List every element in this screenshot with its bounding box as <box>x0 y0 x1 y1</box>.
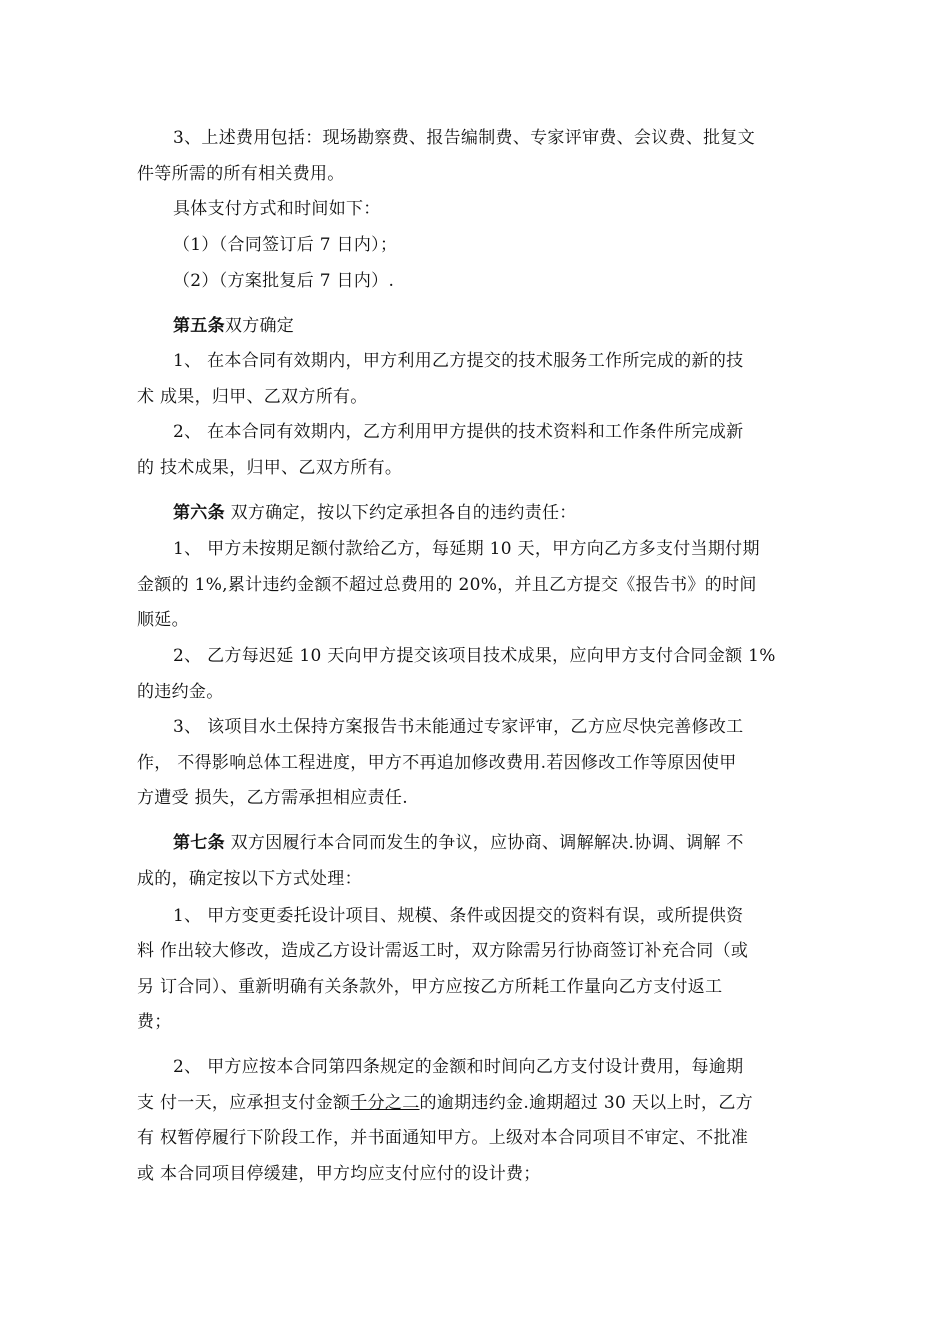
article-title: 双方确定，按以下约定承担各自的违约责任： <box>224 503 577 523</box>
article-number: 第七条 <box>173 833 225 853</box>
text-line: 料 作出较大修改，造成乙方设计需返工时，双方除需另行协商签订补充合同（或 <box>137 941 749 961</box>
text-line: 1、 在本合同有效期内，甲方利用乙方提交的技术服务工作所完成的新的技 <box>173 351 744 371</box>
text-line: 成的，确定按以下方式处理： <box>137 869 362 889</box>
text-span: 的逾期违约金.逾期超过 30 天以上时，乙方 <box>419 1093 753 1113</box>
text-line: 或 本合同项目停缓建，甲方均应支付应付的设计费； <box>137 1164 541 1184</box>
text-line: 金额的 1%,累计违约金额不超过总费用的 20%，并且乙方提交《报告书》的时间 <box>137 575 757 595</box>
article-title: 双方确定 <box>224 316 295 336</box>
text-line: 2、 甲方应按本合同第四条规定的金额和时间向乙方支付设计费用，每逾期 <box>173 1057 744 1077</box>
article-title: 双方因履行本合同而发生的争议，应协商、调解解决.协调、调解 不 <box>224 833 744 853</box>
text-line: 另 订合同）、重新明确有关条款外，甲方应按乙方所耗工作量向乙方支付返工 <box>137 977 723 997</box>
underlined-amount: 千分之二 <box>350 1093 420 1113</box>
text-line: 的 技术成果，归甲、乙双方所有。 <box>137 458 403 478</box>
text-line: 作， 不得影响总体工程进度，甲方不再追加修改费用.若因修改工作等原因使甲 <box>137 753 737 773</box>
text-line: 2、 在本合同有效期内，乙方利用甲方提供的技术资料和工作条件所完成新 <box>173 422 744 442</box>
text-line: 2、 乙方每迟延 10 天向甲方提交该项目技术成果，应向甲方支付合同金额 1% <box>173 646 776 666</box>
article-7-heading <box>173 832 822 854</box>
article-number: 第六条 <box>173 503 225 523</box>
article-number: 第五条 <box>173 316 225 336</box>
text-line: 件等所需的所有相关费用。 <box>137 164 345 184</box>
text-line: 3、上述费用包括：现场勘察费、报告编制费、专家评审费、会议费、批复文 <box>173 128 756 148</box>
text-line: 费； <box>137 1012 172 1032</box>
text-line: 3、 该项目水土保持方案报告书未能通过专家评审，乙方应尽快完善修改工 <box>173 717 744 737</box>
text-line: 顺延。 <box>137 610 189 630</box>
text-line <box>137 1092 822 1114</box>
article-5-heading <box>173 315 822 337</box>
text-line: 术 成果，归甲、乙双方所有。 <box>137 387 368 407</box>
text-line: （1）（合同签订后 7 日内）； <box>173 235 398 255</box>
article-6-heading <box>173 502 822 524</box>
text-line: （2）（方案批复后 7 日内）. <box>173 271 395 291</box>
text-line: 具体支付方式和时间如下： <box>173 199 381 219</box>
text-span: 支 付一天，应承担支付金额 <box>137 1093 351 1113</box>
text-line: 的违约金。 <box>137 682 224 702</box>
text-line: 1、 甲方未按期足额付款给乙方，每延期 10 天，甲方向乙方多支付当期付期 <box>173 539 760 559</box>
text-line: 有 权暂停履行下阶段工作，并书面通知甲方。上级对本合同项目不审定、不批准 <box>137 1128 749 1148</box>
text-line: 方遭受 损失，乙方需承担相应责任. <box>137 788 408 808</box>
text-line: 1、 甲方变更委托设计项目、规模、条件或因提交的资料有误，或所提供资 <box>173 906 744 926</box>
